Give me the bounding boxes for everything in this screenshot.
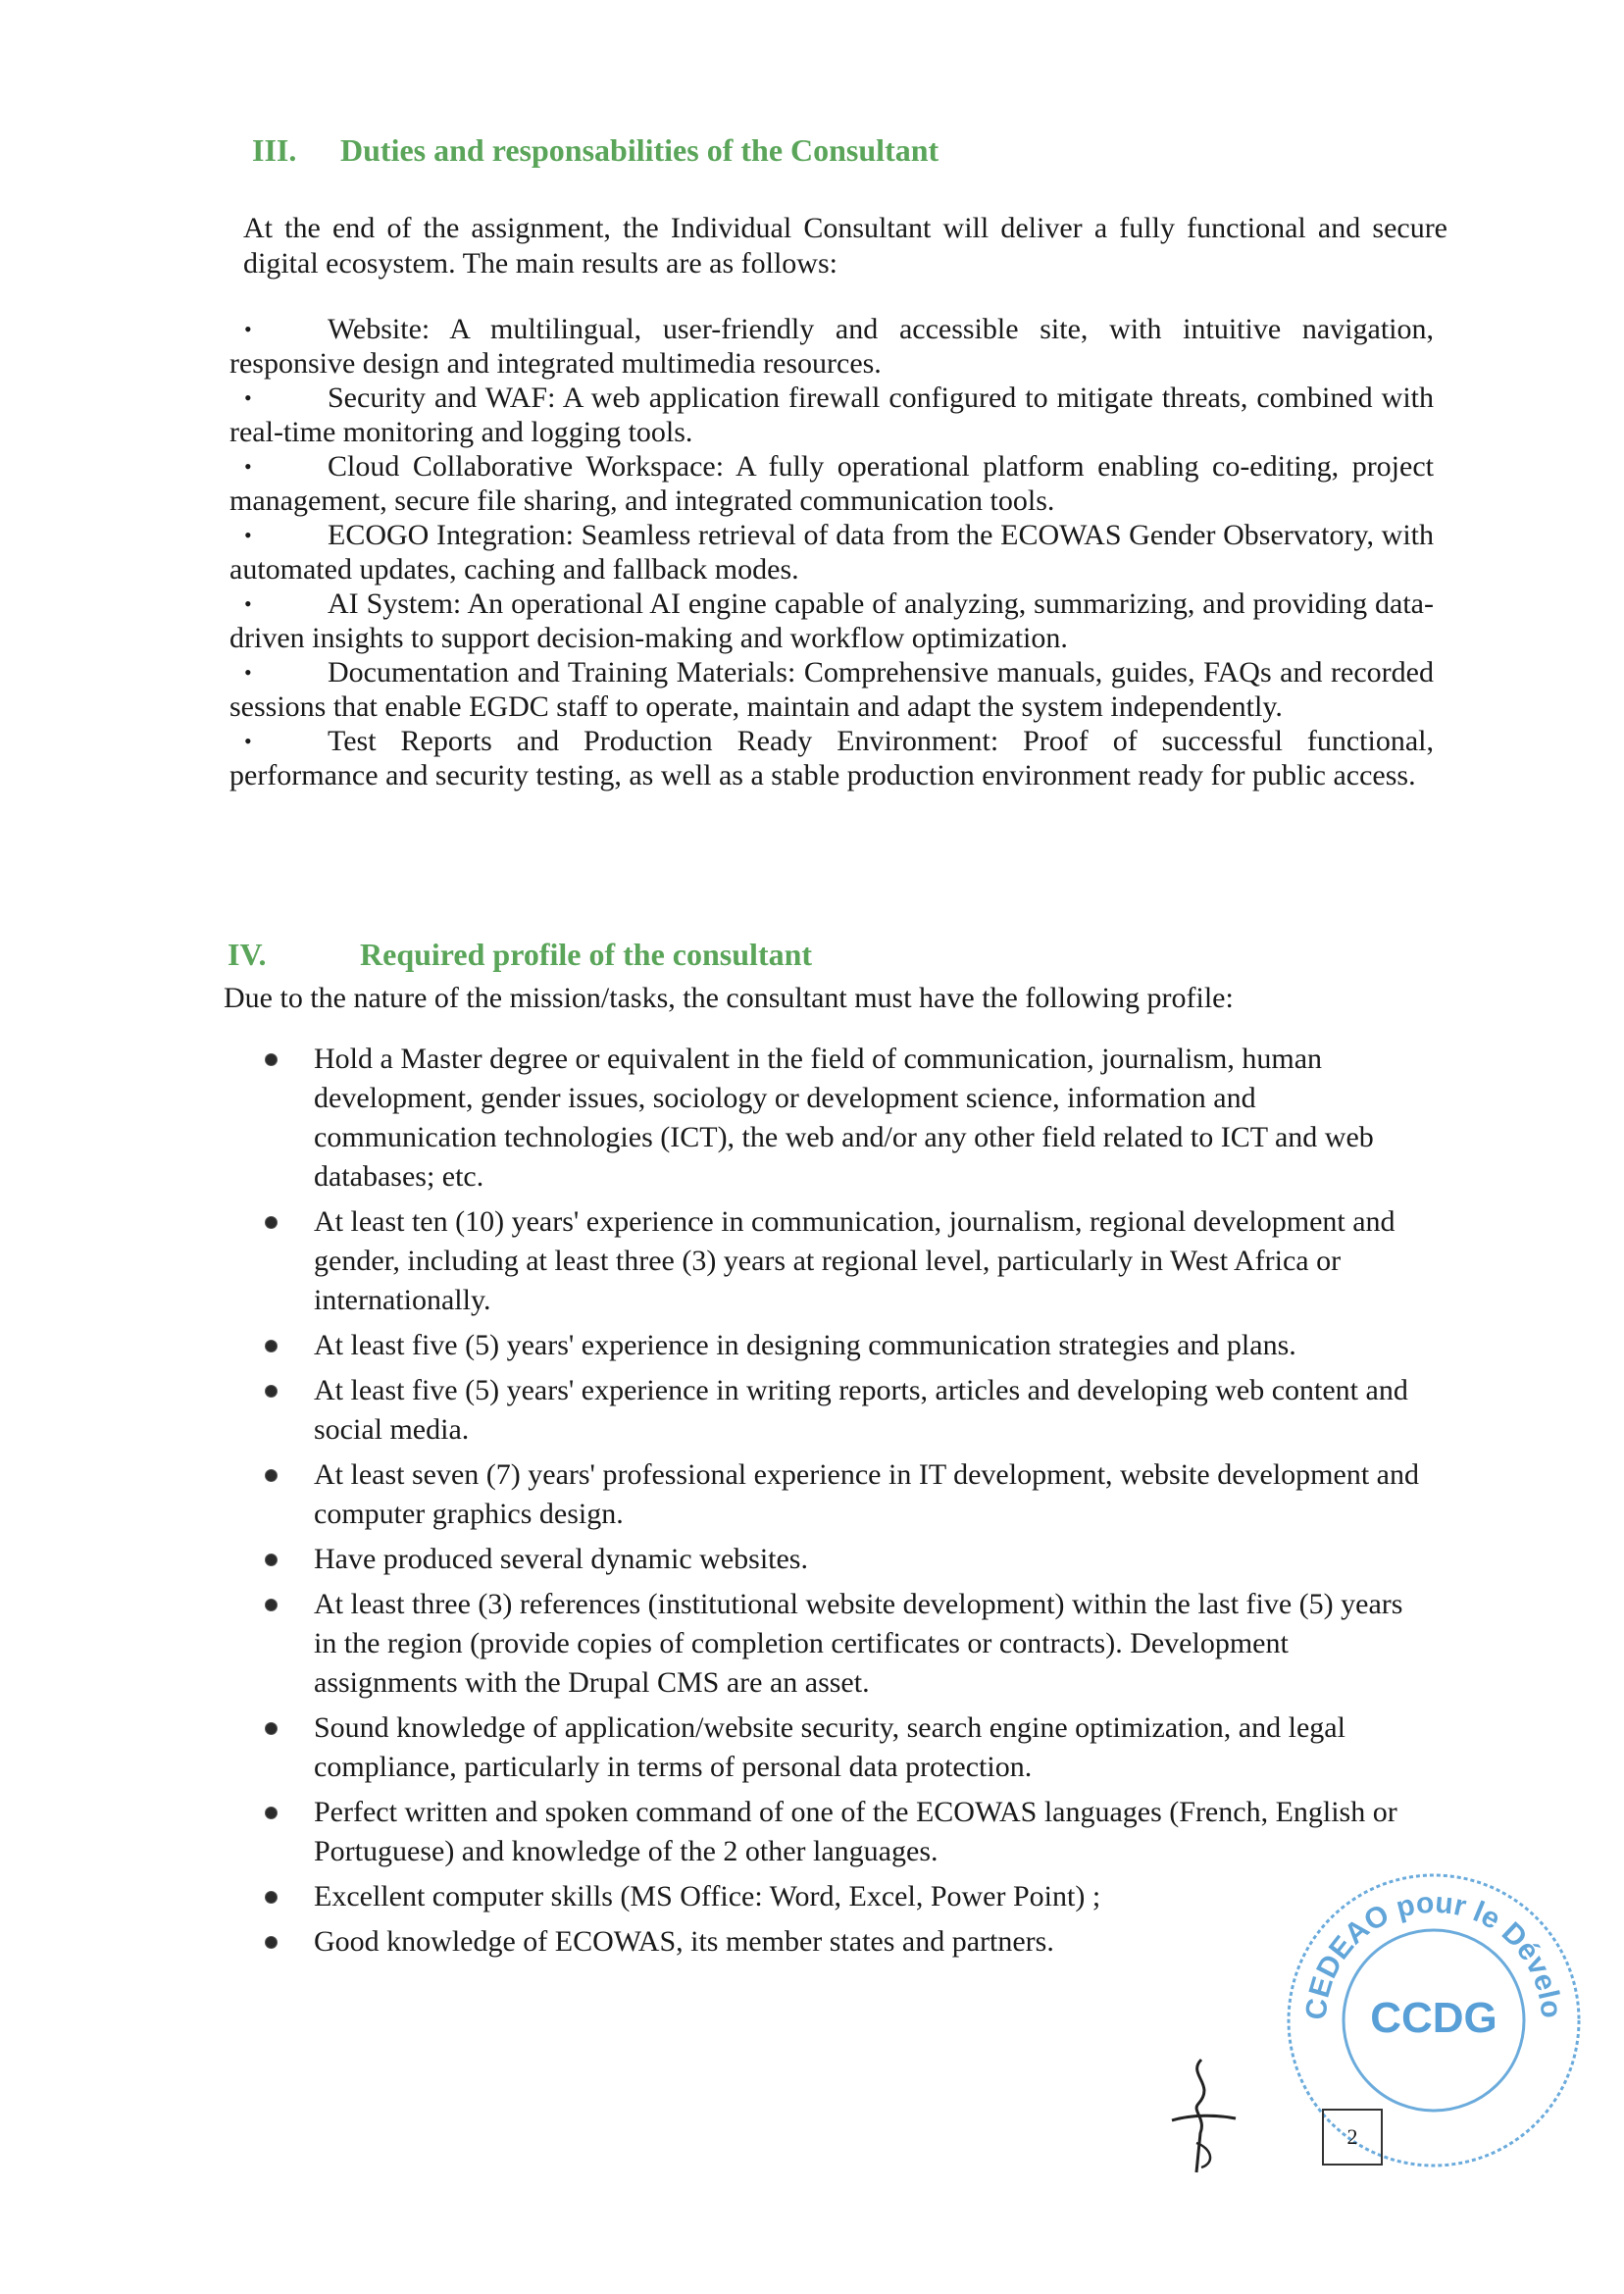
section-4-title: Required profile of the consultant (360, 937, 813, 972)
bullet-icon (265, 1891, 278, 1904)
result-item: • Cloud Collaborative Workspace: A fully operational platform enabling co-editing, project management, secure file sharing, and integrated communication tools. (229, 450, 1434, 517)
section-4-number: IV. (228, 937, 267, 972)
page-number: 2 (1322, 2109, 1383, 2166)
profile-item: Hold a Master degree or equivalent in the field of communication, journalism, human development, gender issues, sociology or development science, information and communication technologies (ICT), the web and/or any other field related to ICT and web databases; etc. (265, 1040, 1422, 1197)
bullet-icon (265, 1385, 278, 1398)
profile-list (265, 1040, 1422, 1967)
profile-item: At least three (3) references (institutional website development) within the last five (5) years in the region (provide copies of completion certificates or contracts). Development assignments with the Drupal CMS are an asset. (265, 1585, 1422, 1703)
bullet-icon: • (244, 385, 252, 410)
stamp-center-text: CCDG (1370, 1994, 1497, 2042)
section-3-number: III. (252, 132, 297, 168)
bullet-icon (265, 1340, 278, 1352)
bullet-icon (265, 1936, 278, 1949)
profile-item: At least ten (10) years' experience in communication, journalism, regional development and gender, including at least three (3) years at regional level, particularly in West Africa or internationally. (265, 1202, 1422, 1320)
section-3-heading (252, 132, 939, 169)
bullet-icon (265, 1807, 278, 1819)
section-4-intro: Due to the nature of the mission/tasks, the consultant must have the following profile: (224, 982, 1234, 1014)
section-3-intro: At the end of the assignment, the Individual Consultant will deliver a fully functional and secure digital ecosystem. The main results are as follows: (243, 212, 1447, 280)
signature-graphic (1157, 2050, 1245, 2177)
profile-item: Have produced several dynamic websites. (265, 1540, 1422, 1579)
profile-item: At least five (5) years' experience in writing reports, articles and developing web content and social media. (265, 1371, 1422, 1450)
result-item: • Security and WAF: A web application firewall configured to mitigate threats, combined with real-time monitoring and logging tools. (229, 382, 1434, 448)
results-list (229, 312, 1434, 792)
signature (1157, 2050, 1245, 2177)
result-item: • AI System: An operational AI engine capable of analyzing, summarizing, and providing data-driven insights to support decision-making and workflow optimization. (229, 587, 1434, 654)
profile-item: Good knowledge of ECOWAS, its member states and partners. (265, 1922, 1422, 1962)
profile-item: At least five (5) years' experience in designing communication strategies and plans. (265, 1326, 1422, 1365)
stamp-ring-text: CEDEAO pour le Dévelo (1299, 1886, 1568, 2021)
result-item: • Documentation and Training Materials: Comprehensive manuals, guides, FAQs and recorded sessions that enable EGDC staff to operate, maintain and adapt the system independently. (229, 656, 1434, 723)
bullet-icon (265, 1053, 278, 1066)
section-3-title: Duties and responsabilities of the Consultant (340, 132, 939, 168)
profile-item: Excellent computer skills (MS Office: Word, Excel, Power Point) ; (265, 1877, 1422, 1916)
section-4-heading (228, 937, 812, 973)
profile-item: Perfect written and spoken command of one of the ECOWAS languages (French, English or Portuguese) and knowledge of the 2 other languages. (265, 1793, 1422, 1871)
bullet-icon (265, 1469, 278, 1482)
result-item: • Website: A multilingual, user-friendly and accessible site, with intuitive navigation, responsive design and integrated multimedia resources. (229, 313, 1434, 380)
bullet-icon: • (244, 729, 252, 753)
bullet-icon (265, 1216, 278, 1229)
profile-item: Sound knowledge of application/website security, search engine optimization, and legal compliance, particularly in terms of personal data protection. (265, 1708, 1422, 1787)
bullet-icon (265, 1722, 278, 1735)
bullet-icon: • (244, 660, 252, 685)
result-item: • Test Reports and Production Ready Environment: Proof of successful functional, performance and security testing, as well as a stable production environment ready for public access. (229, 725, 1434, 791)
bullet-icon (265, 1554, 278, 1566)
bullet-icon: • (244, 591, 252, 616)
profile-item: At least seven (7) years' professional experience in IT development, website development and computer graphics design. (265, 1455, 1422, 1534)
bullet-icon: • (244, 454, 252, 479)
bullet-icon: • (244, 317, 252, 341)
result-item: • ECOGO Integration: Seamless retrieval of data from the ECOWAS Gender Observatory, with automated updates, caching and fallback modes. (229, 519, 1434, 586)
bullet-icon (265, 1599, 278, 1611)
bullet-icon: • (244, 523, 252, 547)
